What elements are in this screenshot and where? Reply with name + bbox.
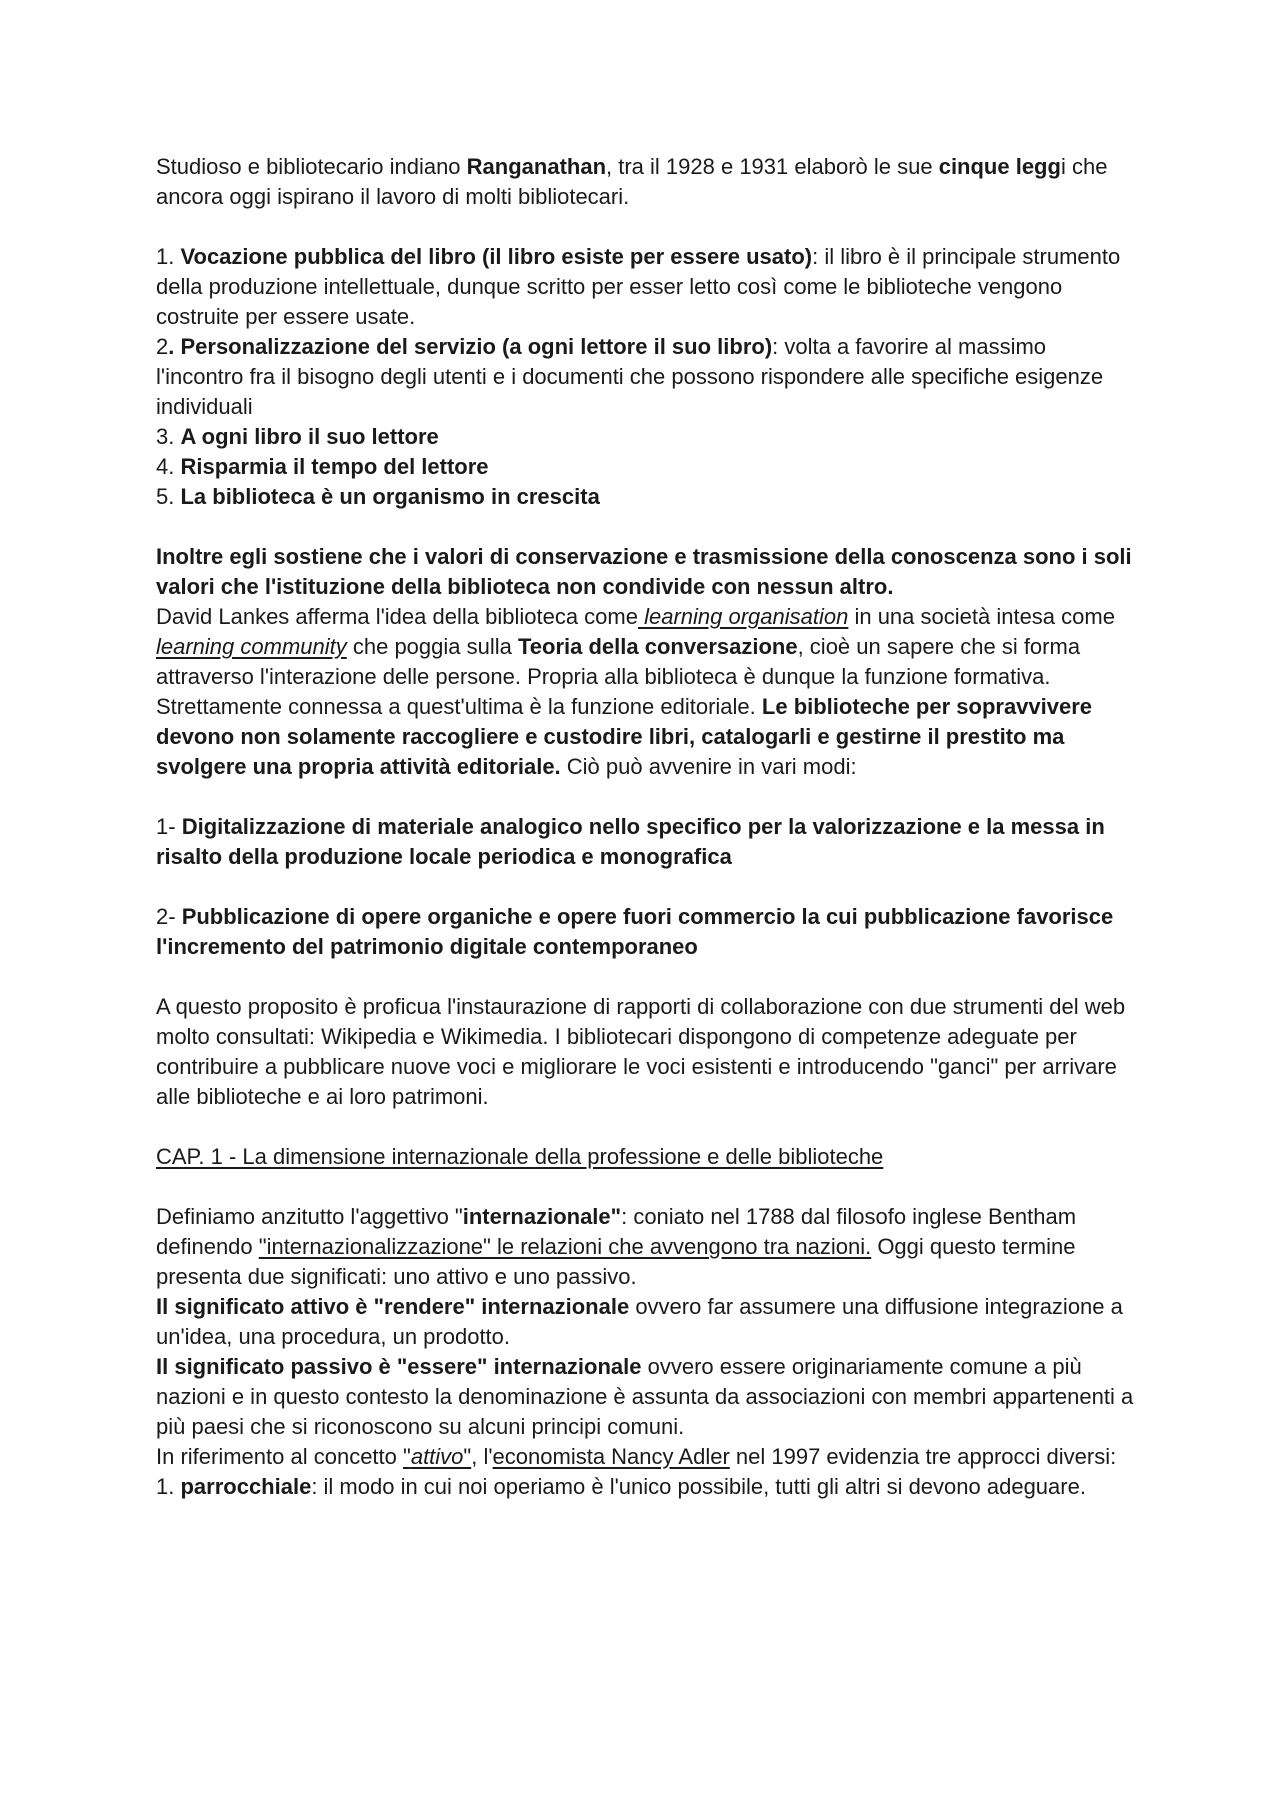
point-2: 2- Pubblicazione di opere organiche e opere fuori commercio la cui pubblicazione favorisce l'incremento del patrimonio digitale contemporaneo (156, 904, 1114, 959)
spacer (156, 782, 1136, 812)
proposito-paragraph: A questo proposito è proficua l'instaurazione di rapporti di collaborazione con due strumenti del web molto consultati: Wikipedia e Wikimedia. I bibliotecari dispongono di competenze adeguate per contribuire a pubblicare nuove voci e migliorare le voci esistenti e introducendo "ganci" per arrivare alle biblioteche e ai loro patrimoni. (156, 994, 1126, 1109)
ranganathan-name: Ranganathan (466, 154, 607, 179)
spacer (156, 1172, 1136, 1202)
passivo-paragraph: Il significato passivo è "essere" internazionale ovvero essere originariamente comune a più nazioni e in questo contesto la denominazione è assunta da associazioni con membri appartenenti a più paesi che si riconoscono su alcuni principi comuni. (156, 1354, 1134, 1439)
adler-paragraph: In riferimento al concetto "attivo", l'economista Nancy Adler nel 1997 evidenzia tre approcci diversi: 1. parrocchiale: il modo in cui noi operiamo è l'unico possibile, tutti gli altri si devono adeguare. (156, 1444, 1117, 1499)
chapter-heading: CAP. 1 - La dimensione internazionale della professione e delle biblioteche (156, 1144, 884, 1169)
inoltre-paragraph: Inoltre egli sostiene che i valori di conservazione e trasmissione della conoscenza sono i soli valori che l'istituzione della biblioteca non condivide con nessun altro. (156, 544, 1132, 599)
law-1: 1. Vocazione pubblica del libro (il libro esiste per essere usato): il libro è il principale strumento della produzione intellettuale, dunque scritto per esser letto così come le biblioteche vengono costruite per essere usate. (156, 244, 1121, 329)
intro-paragraph: Studioso e bibliotecario indiano Ranganathan, tra il 1928 e 1931 elaborò le sue cinque leggi che ancora oggi ispirano il lavoro di molti bibliotecari. (156, 154, 1108, 209)
spacer (156, 962, 1136, 992)
internazionalizzazione-underline: "internazionalizzazione" le relazioni che avvengono tra nazioni. (258, 1234, 872, 1259)
spacer (156, 512, 1136, 542)
learning-organisation-link[interactable]: learning organisation (637, 604, 849, 629)
point-1: 1- Digitalizzazione di materiale analogico nello specifico per la valorizzazione e la messa in risalto della produzione locale periodica e monografica (156, 814, 1105, 869)
law-3: 3. A ogni libro il suo lettore (156, 424, 439, 449)
document-page (156, 152, 1136, 1502)
law-5: 5. La biblioteca è un organismo in crescita (156, 484, 600, 509)
spacer (156, 872, 1136, 902)
learning-community-link[interactable]: learning community (156, 634, 347, 659)
law-2: 2. Personalizzazione del servizio (a ogni lettore il suo libro): volta a favorire al massimo l'incontro fra il bisogno degli utenti e i documenti che possono rispondere alle specifiche esigenze individuali (156, 334, 1104, 419)
attivo-italic: attivo (410, 1444, 464, 1469)
law-4: 4. Risparmia il tempo del lettore (156, 454, 489, 479)
spacer (156, 1112, 1136, 1142)
attivo-paragraph: Il significato attivo è "rendere" internazionale ovvero far assumere una diffusione integrazione a un'idea, una procedura, un prodotto. (156, 1294, 1123, 1349)
economista-adler-link[interactable]: economista Nancy Adler (492, 1444, 730, 1469)
definizione-paragraph: Definiamo anzitutto l'aggettivo "internazionale": coniato nel 1788 dal filosofo inglese Bentham definendo "internazionalizzazione" le relazioni che avvengono tra nazioni. Oggi questo termine presenta due significati: uno attivo e uno passivo. (156, 1204, 1077, 1289)
lankes-paragraph: David Lankes afferma l'idea della biblioteca come learning organisation in una società intesa come learning community che poggia sulla Teoria della conversazione, cioè un sapere che si forma attraverso l'interazione delle persone. Propria alla biblioteca è dunque la funzione formativa. Strettamente connessa a quest'ultima è la funzione editoriale. Le biblioteche per sopravvivere devono non solamente raccogliere e custodire libri, catalogarli e gestirne il prestito ma svolgere una propria attività editoriale. Ciò può avvenire in vari modi: (156, 604, 1115, 779)
spacer (156, 212, 1136, 242)
cinque-leggi: cinque legg (938, 154, 1061, 179)
